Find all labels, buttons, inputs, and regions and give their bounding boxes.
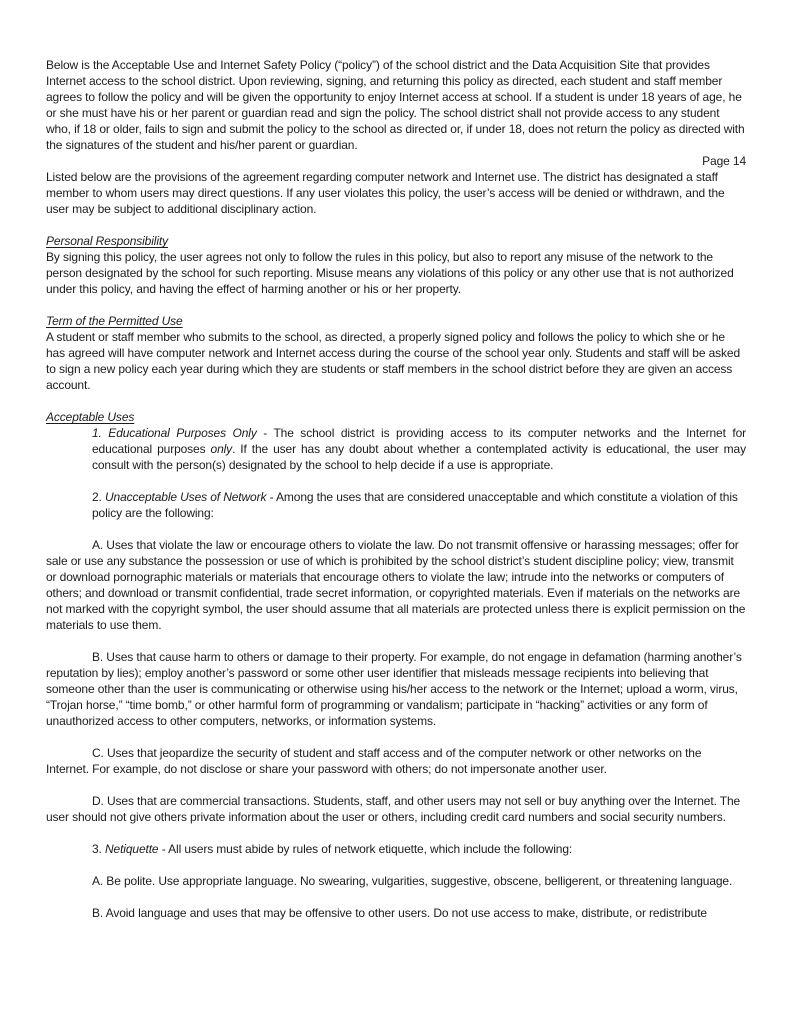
netiquette-paragraph-b: B. Avoid language and uses that may be offensive to other users. Do not use access to make, distribute, or redistribute xyxy=(92,906,707,920)
list-item-1-emphasis: only xyxy=(210,442,233,456)
list-item-netiquette xyxy=(92,841,746,857)
list-item-1-body-a: - The school district is providing access to its computer networks and the Internet for educational purposes xyxy=(92,426,746,456)
list-item-educational-purposes-only xyxy=(92,425,746,473)
heading-term-of-permitted-use: Term of the Permitted Use xyxy=(46,314,183,328)
list-item-2-body: - Among the uses that are considered unacceptable and which constitute a violation of this policy are the following: xyxy=(92,490,738,520)
unacceptable-use-paragraph-a: A. Uses that violate the law or encourage others to violate the law. Do not transmit offensive or harassing messages; offer for sale or use any substance the possession or use of which is prohibited by the school district’s student discipline policy; view, transmit or download pornographic materials or materials that encourage others to violate the law; intrude into the networks or computers of others; and download or transmit confidential, trade secret information, or copyrighted materials. Even if materials on the networks are not marked with the copyright symbol, the user should assume that all materials are protected unless there is explicit permission on the materials to use them. xyxy=(46,538,746,632)
heading-personal-responsibility: Personal Responsibility xyxy=(46,234,168,248)
list-item-3-title: Netiquette xyxy=(104,842,159,856)
page-number: Page 14 xyxy=(702,154,746,168)
list-item-2-number: 2. xyxy=(92,490,105,504)
list-item-1-body-b: . If the user has any doubt about whether a contemplated activity is educational, the user may consult with the person(s) designated by the school to help decide if a use is appropriate. xyxy=(92,442,746,472)
list-item-3-body: - All users must abide by rules of network etiquette, which include the following: xyxy=(158,842,573,856)
unacceptable-use-paragraph-b: B. Uses that cause harm to others or damage to their property. For example, do not engage in defamation (harming another’s reputation by lies); employ another’s password or some other user identifier that misleads message recipients into believing that someone other than the user is communicating or otherwise using his/her access to the network or the Internet; upload a worm, virus, “Trojan horse,” “time bomb,” or other harmful form of programming or vandalism; participate in “hacking” activities or any form of unauthorized access to other computers, networks, or information systems. xyxy=(46,650,742,728)
list-item-1-title: 1. Educational Purposes Only xyxy=(92,426,257,440)
list-item-2-title: Unacceptable Uses of Network xyxy=(104,490,267,504)
unacceptable-use-paragraph-d: D. Uses that are commercial transactions. Students, staff, and other users may not sell or buy anything over the Internet. The user should not give others private information about the user or others, including credit card numbers and social security numbers. xyxy=(46,794,741,824)
term-of-permitted-use-paragraph: A student or staff member who submits to the school, as directed, a properly signed policy and follows the policy to which she or he has agreed will have computer network and Internet access during the course of the school year only. Students and staff will be asked to sign a new policy each year during which they are students or staff members in the school district before they are given an access account. xyxy=(46,330,741,392)
heading-acceptable-uses: Acceptable Uses xyxy=(46,410,135,424)
list-item-unacceptable-uses-of-network xyxy=(92,489,746,521)
unacceptable-use-paragraph-c: C. Uses that jeopardize the security of student and staff access and of the computer network or other networks on the Internet. For example, do not disclose or share your password with others; do not impersonate another user. xyxy=(46,746,702,776)
netiquette-paragraph-a: A. Be polite. Use appropriate language. No swearing, vulgarities, suggestive, obscene, belligerent, or threatening language. xyxy=(92,874,733,888)
personal-responsibility-paragraph: By signing this policy, the user agrees not only to follow the rules in this policy, but also to report any misuse of the network to the person designated by the school for such reporting. Misuse means any violations of this policy or any other use that is not authorized under this policy, and having the effect of harming another or his or her property. xyxy=(46,250,734,296)
list-item-3-number: 3. xyxy=(92,842,105,856)
intro-paragraph: Below is the Acceptable Use and Internet Safety Policy (“policy”) of the school district and the Data Acquisition Site that provides Internet access to the school district. Upon reviewing, signing, and returning this policy as directed, each student and staff member agrees to follow the policy and will be given the opportunity to enjoy Internet access at school. If a student is under 18 years of age, he or she must have his or her parent or guardian read and sign the policy. The school district shall not provide access to any student who, if 18 or older, fails to sign and submit the policy to the school as directed or, if under 18, does not return the policy as directed with the signatures of the student and his/her parent or guardian. xyxy=(46,58,745,152)
provisions-paragraph: Listed below are the provisions of the agreement regarding computer network and Internet use. The district has designated a staff member to whom users may direct questions. If any user violates this policy, the user’s access will be denied or withdrawn, and the user may be subject to additional disciplinary action. xyxy=(46,170,725,216)
